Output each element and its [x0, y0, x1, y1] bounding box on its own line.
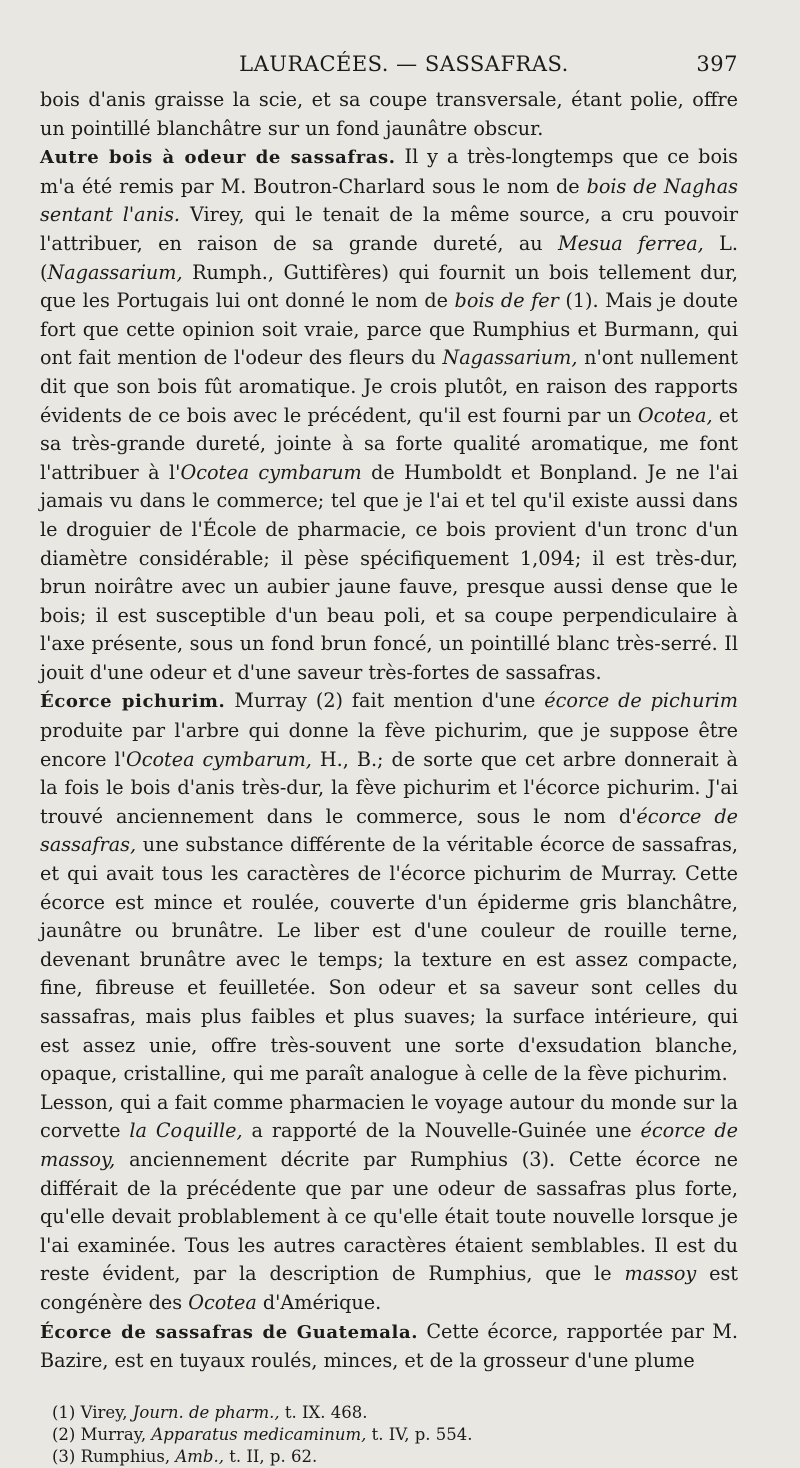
footnote-3 [52, 1446, 738, 1468]
running-header [40, 52, 738, 86]
paragraph-ecorce-pichurim [40, 687, 738, 1088]
italic-run: Ocotea [188, 1290, 257, 1314]
text-run: Murray (2) fait mention d'une [225, 689, 545, 713]
paragraph-lesson-massoy [40, 1089, 738, 1318]
italic-run: bois de Naghas sentant l'anis. [40, 174, 739, 227]
paragraph-bois-anis-end [40, 86, 738, 143]
text-run: n'ont nullement dit que son bois fût aromatique. Je crois plutôt, en raison des rapports évidents de ce bois avec le précédent, qu'il est fourni par un [40, 346, 738, 427]
text-run: produite par l'arbre qui donne la fève pichurim, que je suppose être encore l' [40, 719, 738, 771]
section-heading: Écorce de sassafras de Guatemala. [40, 1321, 419, 1343]
text-run: est congénère des [40, 1262, 738, 1314]
running-title: LAURACÉES. — SASSAFRAS. [239, 52, 569, 76]
footnote-work: Journ. de pharm., [132, 1402, 280, 1422]
italic-run: Ocotea, [637, 403, 713, 427]
italic-run: écorce de pichurim [544, 689, 738, 713]
footnotes [40, 1402, 738, 1468]
section-heading: Écorce pichurim. [40, 691, 226, 713]
text-run: a rapporté de la Nouvelle-Guinée une [242, 1119, 641, 1143]
paragraph-ecorce-guatemala [40, 1318, 738, 1376]
text-run: Lesson, qui a fait comme pharmacien le voyage autour du monde sur la corvette [40, 1090, 738, 1143]
footnote-work: Amb., [175, 1446, 224, 1466]
footnote-ref: t. IX. 468. [279, 1402, 368, 1422]
text-run: une substance différente de la véritable écorce de sassafras, et qui avait tous les caractères de l'écorce pichurim de Murray. Cette écorce est mince et roulée, couverte d'un épiderme gris blanchâtre, jaunâtre ou brunâtre. Le liber est d'une couleur de rouille terne, devenant brunâtre avec le temps; la texture en est assez compacte, fine, fibreuse et feuilletée. Son odeur et sa saveur sont celles du sassafras, mais plus faibles et plus suaves; la surface intérieure, qui est assez unie, offre très-souvent une sorte d'exsudation blanche, opaque, cristalline, qui me paraît analogue à celle de la fève pichurim. [40, 833, 738, 1086]
footnote-mark: (1) [52, 1402, 76, 1422]
footnote-2 [52, 1424, 738, 1446]
text-run: H., B.; de sorte que cet arbre donnerait à la fois le bois d'anis très-dur, la fève pichurim et l'écorce pichurim. J'ai trouvé anciennement dans le commerce, sous le nom d' [40, 747, 738, 828]
footnote-ref: t. IV, p. 554. [366, 1424, 473, 1444]
italic-run: Ocotea cymbarum, [125, 747, 312, 771]
text-run: anciennement décrite par Rumphius (3). Cette écorce ne différait de la précédente que par une odeur de sassafras plus forte, qu'elle devait problablement à ce qu'elle était toute nouvelle lorsque je l'ai examinée. Tous les autres caractères étaient semblables. Il est du reste évident, par la description de Rumphius, que le [40, 1147, 738, 1286]
italic-run: Mesua ferrea, [558, 231, 704, 255]
text-run: Rumph., Guttifères) qui fournit un bois tellement dur, que les Portugais lui ont donné le nom de [40, 260, 738, 313]
footnote-author: Virey, [75, 1402, 133, 1422]
text-run: Il y a très-longtemps que ce bois m'a été remis par M. Boutron-Charlard sous le nom de [40, 145, 738, 198]
italic-run: écorce de sassafras, [40, 804, 739, 857]
section-heading: Autre bois à odeur de sassafras. [40, 147, 396, 169]
italic-run: écorce de massoy, [40, 1119, 739, 1171]
footnote-work: Apparatus medicaminum, [151, 1424, 367, 1444]
footnote-1 [52, 1402, 738, 1424]
italic-run: la Coquille, [129, 1119, 243, 1143]
italic-run: Nagassarium, [442, 346, 578, 370]
page-number: 397 [696, 52, 738, 76]
text-run: et sa très-grande dureté, jointe à sa forte qualité aromatique, me font l'attribuer à l' [40, 403, 739, 484]
footnote-author: Rumphius, [75, 1446, 176, 1466]
text-run: (1). Mais je doute fort que cette opinion soit vraie, parce que Rumphius et Burmann, qui ont fait mention de l'odeur des fleurs du [40, 289, 738, 370]
footnote-author: Murray, [75, 1424, 152, 1444]
paragraph-autre-bois [40, 143, 738, 687]
italic-run: bois de fer [454, 289, 559, 313]
footnote-ref: t. II, p. 62. [224, 1446, 318, 1466]
footnote-mark: (2) [52, 1424, 76, 1444]
text-run: L. ( [40, 231, 738, 284]
text-run: de Humboldt et Bonpland. Je ne l'ai jamais vu dans le commerce; tel que je l'ai et tel qu'il existe aussi dans le droguier de l'École de pharmacie, ce bois provient d'un tronc d'un diamètre considérable; il pèse spécifiquement 1,094; il est très-dur, brun noirâtre avec un aubier jaune fauve, presque aussi dense que le bois; il est susceptible d'un beau poli, et sa coupe perpendiculaire à l'axe présente, sous un fond brun foncé, un pointillé blanc très-serré. Il jouit d'une odeur et d'une saveur très-fortes de sassafras. [40, 460, 738, 684]
italic-run: Nagassarium, [47, 260, 183, 284]
italic-run: Ocotea cymbarum [180, 460, 362, 484]
text-run: d'Amérique. [256, 1290, 382, 1314]
text-run: Cette écorce, rapportée par M. Bazire, est en tuyaux roulés, minces, et de la grosseur d'une plume [40, 1319, 739, 1373]
paragraph-text: bois d'anis graisse la scie, et sa coupe transversale, étant polie, offre un pointillé blanchâtre sur un fond jaunâtre obscur. [40, 88, 738, 140]
text-run: Virey, qui le tenait de la même source, a cru pouvoir l'attribuer, en raison de sa grande dureté, au [40, 203, 738, 255]
body-text [40, 86, 738, 1376]
footnote-mark: (3) [52, 1446, 76, 1466]
italic-run: massoy [624, 1262, 697, 1286]
